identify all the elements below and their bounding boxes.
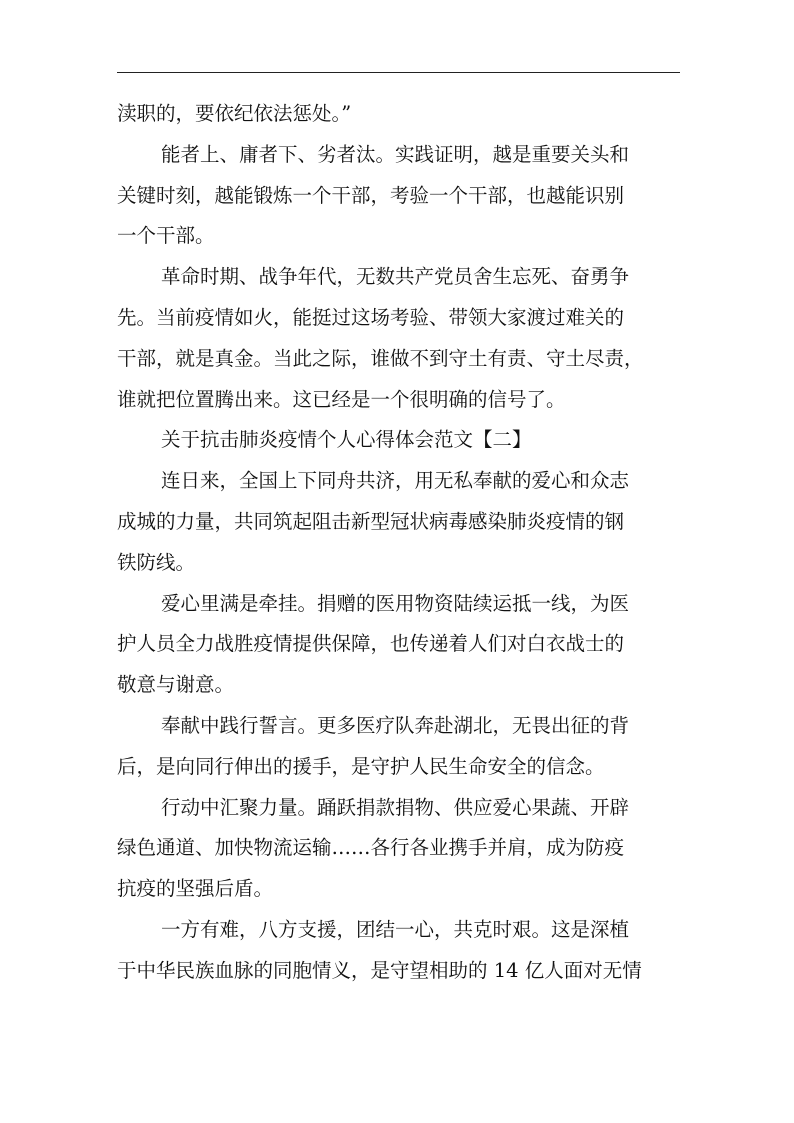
text-line: 关键时刻，越能锻炼一个干部，考验一个干部，也越能识别 [117,183,625,207]
text-line: 行动中汇聚力量。踊跃捐款捐物、供应爱心果蔬、开辟 [161,795,630,819]
text-line: 渎职的，要依纪依法惩处。” [117,102,352,125]
text-line: 连日来，全国上下同舟共济，用无私奉献的爱心和众志 [161,469,630,493]
header-rule [117,72,680,73]
text-line: 谁就把位置腾出来。这已经是一个很明确的信号了。 [117,387,566,411]
text-line: 于中华民族血脉的同胞情义，是守望相助的 14 亿人面对无情 [117,958,642,982]
text-line: 爱心里满是牵挂。捐赠的医用物资陆续运抵一线，为医 [161,591,630,615]
text-line: 能者上、庸者下、劣者汰。实践证明，越是重要关头和 [161,142,630,166]
text-line: 奉献中践行誓言。更多医疗队奔赴湖北，无畏出征的背 [161,713,630,737]
text-line: 绿色通道、加快物流运输……各行各业携手并肩，成为防疫 [117,836,625,860]
text-line: 干部，就是真金。当此之际，谁做不到守土有责、守土尽责， [117,346,644,370]
text-line: 一个干部。 [117,224,215,248]
body-text [117,94,680,992]
text-line: 后，是向同行伸出的援手，是守护人民生命安全的信念。 [117,754,605,778]
text-line: 先。当前疫情如火，能挺过这场考验、带领大家渡过难关的 [117,305,625,329]
text-line: 一方有难，八方支援，团结一心，共克时艰。这是深植 [161,917,630,941]
text-line: 成城的力量，共同筑起阻击新型冠状病毒感染肺炎疫情的钢 [117,509,625,533]
section-heading: 关于抗击肺炎疫情个人心得体会范文【二】 [161,428,532,452]
text-line: 敬意与谢意。 [117,673,235,697]
text-line: 抗疫的坚强后盾。 [117,877,274,901]
text-line: 铁防线。 [117,550,196,574]
text-line: 护人员全力战胜疫情提供保障，也传递着人们对白衣战士的 [117,632,625,656]
text-line: 革命时期、战争年代，无数共产党员舍生忘死、奋勇争 [161,265,630,289]
